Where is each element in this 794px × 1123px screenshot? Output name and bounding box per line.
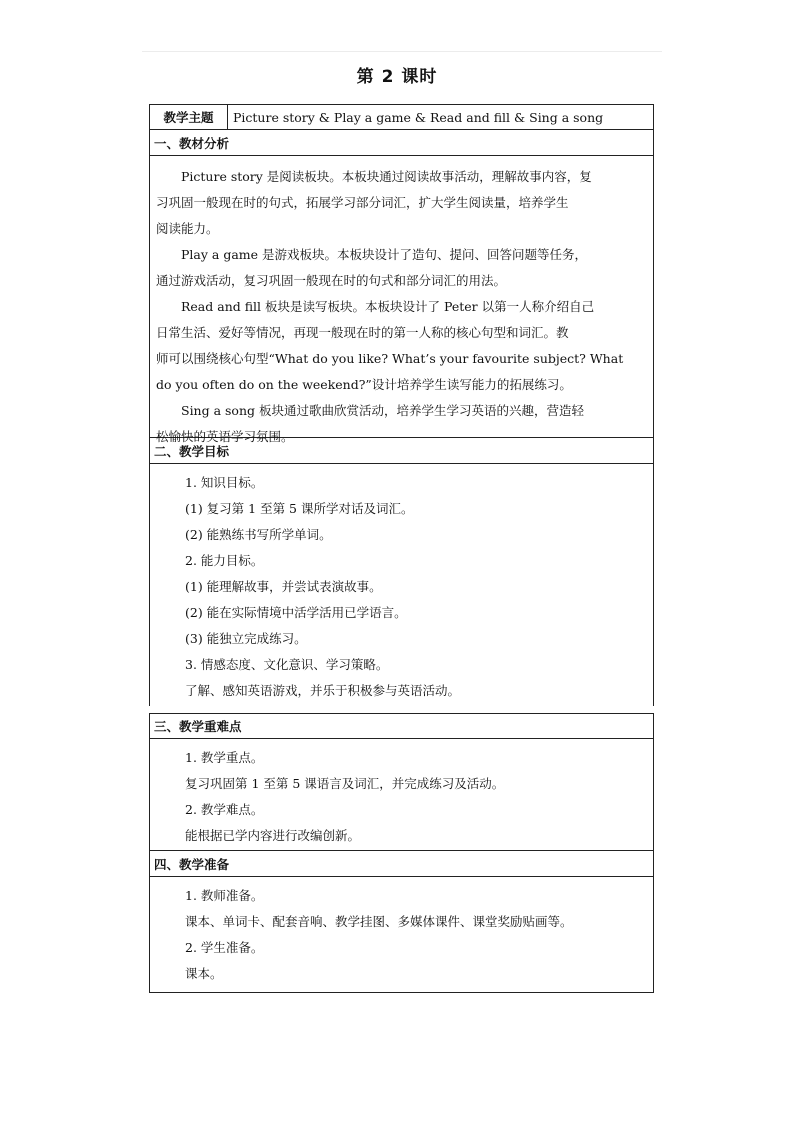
section-body-objectives (149, 464, 654, 706)
list-item: 3. 情感态度、文化意识、学习策略。 (185, 657, 389, 672)
topic-label: 教学主题 (150, 105, 228, 129)
list-item: 1. 知识目标。 (185, 475, 264, 490)
paragraph-line: Play a game 是游戏板块。本板块设计了造句、提问、回答问题等任务， (181, 247, 588, 262)
list-item: 1. 教师准备。 (185, 888, 264, 903)
paragraph-line: do you often do on the weekend?”设计培养学生读写能力的拓展练习。 (156, 377, 572, 392)
list-item: (2) 能在实际情境中活学活用已学语言。 (185, 605, 407, 620)
section-heading-preparation: 四、教学准备 (149, 851, 654, 877)
paragraph-line: 习巩固一般现在时的句式，拓展学习部分词汇，扩大学生阅读量，培养学生 (156, 195, 569, 210)
paragraph-line: 松愉快的英语学习氛围。 (156, 429, 294, 444)
list-item: (1) 复习第 1 至第 5 课所学对话及词汇。 (185, 501, 414, 516)
paragraph-line: Picture story 是阅读板块。本板块通过阅读故事活动，理解故事内容，复 (181, 169, 592, 184)
list-item: 复习巩固第 1 至第 5 课语言及词汇，并完成练习及活动。 (185, 776, 505, 791)
section-heading-analysis: 一、教材分析 (149, 130, 654, 156)
list-item: (3) 能独立完成练习。 (185, 631, 307, 646)
section-body-analysis (149, 156, 654, 444)
paragraph-line: 师可以围绕核心句型“What do you like? What’s your favourite subject? What (156, 351, 624, 366)
paragraph-line: Read and fill 板块是读写板块。本板块设计了 Peter 以第一人称介绍自己 (181, 299, 595, 314)
paragraph-line: 阅读能力。 (156, 221, 219, 236)
page-title: 第 2 课时 (356, 67, 438, 87)
section-body-preparation (149, 877, 654, 993)
paragraph-line: Sing a song 板块通过歌曲欣赏活动，培养学生学习英语的兴趣，营造轻 (181, 403, 584, 418)
list-item: (1) 能理解故事，并尝试表演故事。 (185, 579, 382, 594)
paragraph-line: 日常生活、爱好等情况，再现一般现在时的第一人称的核心句型和词汇。教 (156, 325, 569, 340)
page-top-rule (142, 51, 662, 52)
list-item: 了解、感知英语游戏，并乐于积极参与英语活动。 (185, 683, 461, 698)
list-item: 能根据已学内容进行改编创新。 (185, 828, 361, 843)
list-item: (2) 能熟练书写所学单词。 (185, 527, 332, 542)
section-body-key-points (149, 739, 654, 851)
list-item: 2. 教学难点。 (185, 802, 264, 817)
list-item: 2. 能力目标。 (185, 553, 264, 568)
section-heading-key-points: 三、教学重难点 (149, 713, 654, 739)
paragraph-line: 通过游戏活动，复习巩固一般现在时的句式和部分词汇的用法。 (156, 273, 507, 288)
list-item: 课本、单词卡、配套音响、教学挂图、多媒体课件、课堂奖励贴画等。 (185, 914, 573, 929)
list-item: 1. 教学重点。 (185, 750, 264, 765)
section-heading-objectives: 二、教学目标 (149, 438, 654, 464)
lesson-plan-table (149, 104, 654, 993)
topic-value: Picture story & Play a game & Read and fill & Sing a song (233, 109, 604, 125)
list-item: 2. 学生准备。 (185, 940, 264, 955)
topic-row (149, 104, 654, 130)
list-item: 课本。 (185, 966, 223, 981)
